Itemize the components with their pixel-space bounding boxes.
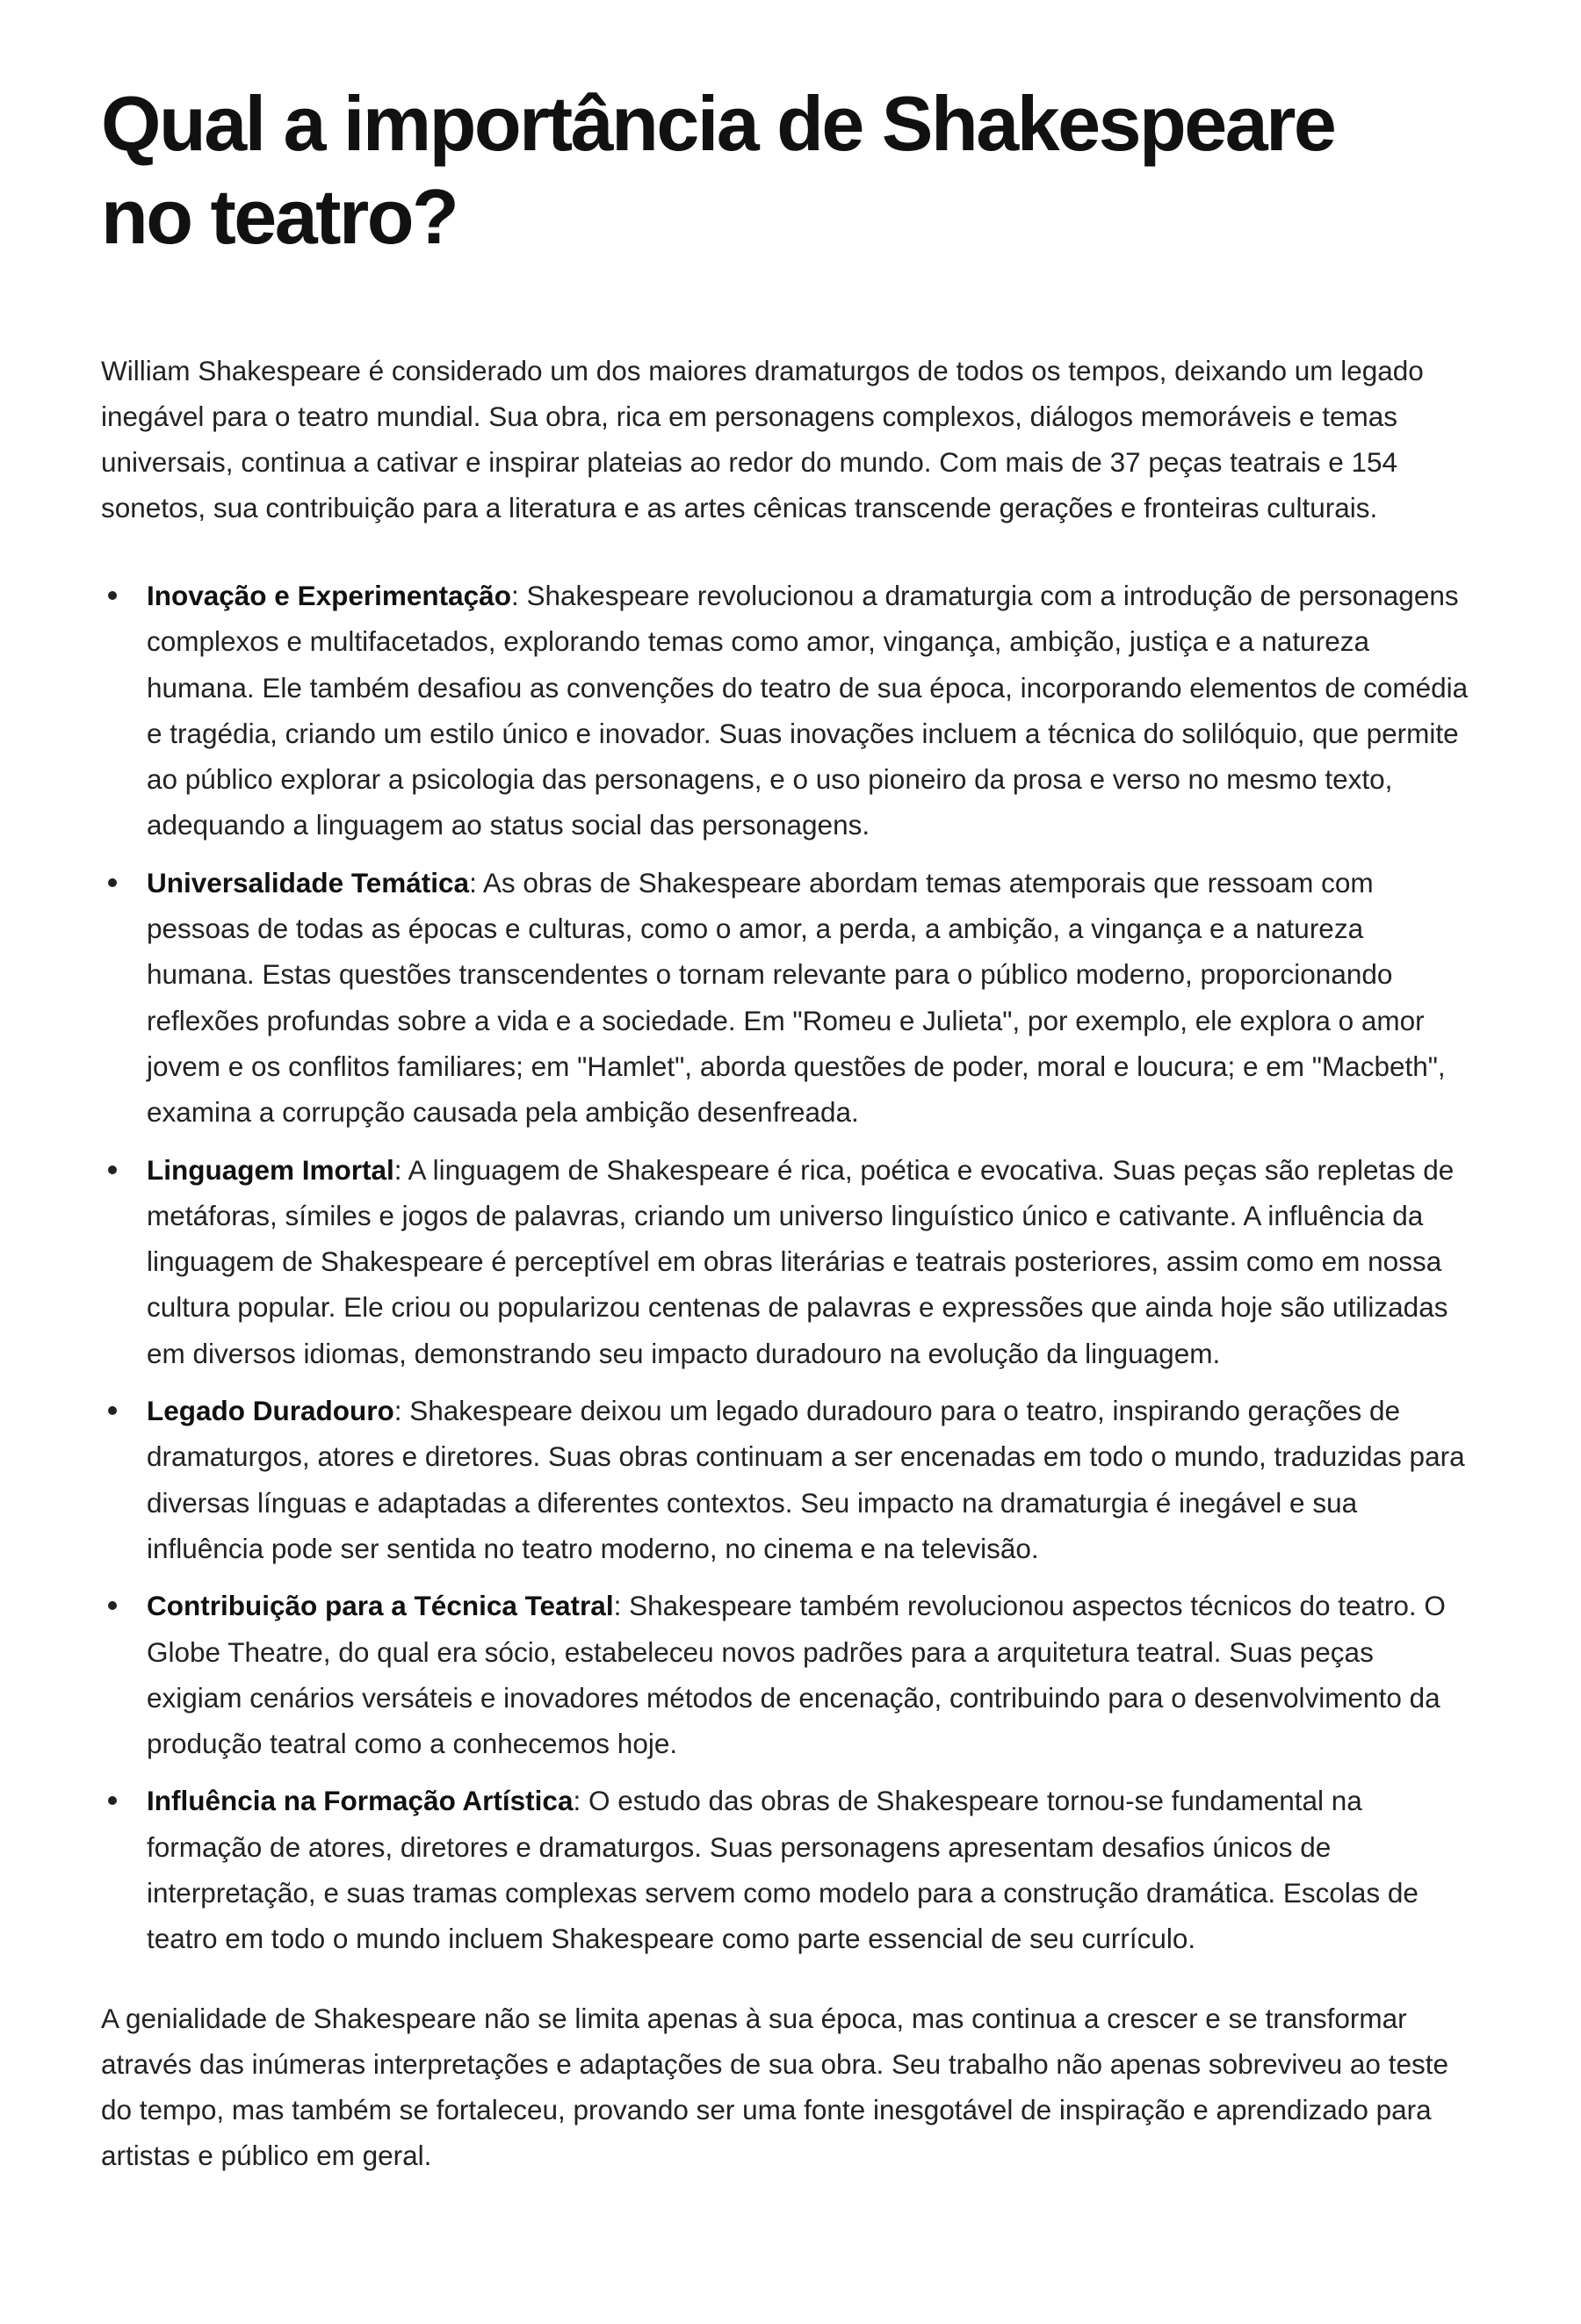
bullet-icon (108, 878, 117, 887)
list-item-text: : Shakespeare também revolucionou aspectos técnicos do teatro. O Globe Theatre, do qual era sócio, estabeleceu novos padrões para a arquitetura teatral. Suas peças exigiam cenários versáteis e inovadores métodos de encenação, contribuindo para o desenvolvimento da produção teatral como a conhecemos hoje. (147, 1590, 1446, 1760)
conclusion-paragraph: A genialidade de Shakespeare não se limita apenas à sua época, mas continua a crescer e se transformar através das inúmeras interpretações e adaptações de sua obra. Seu trabalho não apenas sobreviveu ao teste do tempo, mas também se fortaleceu, provando ser uma fonte inesgotável de inspiração e aprendizado para artistas e público em geral. (101, 2002, 1448, 2171)
list-item-term: Legado Duradouro (147, 1395, 394, 1427)
list-item-text: : As obras de Shakespeare abordam temas atemporais que ressoam com pessoas de todas as épocas e culturas, como o amor, a perda, a ambição, a vingança e a natureza humana. Estas questões transcendentes o tornam relevante para o público moderno, proporcionando reflexões profundas sobre a vida e a sociedade. Em "Romeu e Julieta", por exemplo, ele explora o amor jovem e os conflitos familiares; em "Hamlet", aborda questões de poder, moral e loucura; e em "Macbeth", examina a corrupção causada pela ambição desenfreada. (147, 866, 1446, 1129)
list-item (101, 1388, 1476, 1571)
list-item (101, 860, 1476, 1136)
bullet-list (101, 573, 1476, 1962)
bullet-icon (108, 1406, 117, 1415)
list-item-text: : A linguagem de Shakespeare é rica, poética e evocativa. Suas peças são repletas de metáforas, símiles e jogos de palavras, criando um universo linguístico único e cativante. A influência da linguagem de Shakespeare é perceptível em obras literárias e teatrais posteriores, assim como em nossa cultura popular. Ele criou ou popularizou centenas de palavras e expressões que ainda hoje são utilizadas em diversos idiomas, demonstrando seu impacto duradouro na evolução da linguagem. (147, 1153, 1455, 1369)
intro-paragraph: William Shakespeare é considerado um dos maiores dramaturgos de todos os tempos, deixando um legado inegável para o teatro mundial. Sua obra, rica em personagens complexos, diálogos memoráveis e temas universais, continua a cativar e inspirar plateias ao redor do mundo. Com mais de 37 peças teatrais e 154 sonetos, sua contribuição para a literatura e as artes cênicas transcende gerações e fronteiras culturais. (101, 355, 1424, 523)
page-title: Qual a importância de Shakespeare no teatro? (101, 80, 1335, 260)
list-item-term: Universalidade Temática (147, 866, 470, 899)
list-item-text: : O estudo das obras de Shakespeare tornou-se fundamental na formação de atores, diretores e dramaturgos. Suas personagens apresentam desafios únicos de interpretação, e suas tramas complexas servem como modelo para a construção dramática. Escolas de teatro em todo o mundo incluem Shakespeare como parte essencial de seu currículo. (147, 1785, 1419, 1955)
list-item (101, 573, 1476, 848)
list-item-term: Contribuição para a Técnica Teatral (147, 1590, 614, 1622)
bullet-icon (108, 1601, 117, 1610)
list-item (101, 1778, 1476, 1961)
list-item (101, 1147, 1476, 1376)
bullet-icon (108, 1166, 117, 1174)
list-item-term: Influência na Formação Artística (147, 1785, 574, 1817)
bullet-icon (108, 1796, 117, 1805)
list-item-term: Linguagem Imortal (147, 1153, 394, 1186)
list-item-text: : Shakespeare deixou um legado duradouro para o teatro, inspirando gerações de dramaturgos, atores e diretores. Suas obras continuam a ser encenadas em todo o mundo, traduzidas para diversas línguas e adaptadas a diferentes contextos. Seu impacto na dramaturgia é inegável e sua influência pode ser sentida no teatro moderno, no cinema e na televisão. (147, 1395, 1465, 1564)
list-item (101, 1583, 1476, 1766)
bullet-icon (108, 591, 117, 600)
list-item-term: Inovação e Experimentação (147, 580, 511, 611)
list-item-text: : Shakespeare revolucionou a dramaturgia com a introdução de personagens complexos e multifacetados, explorando temas como amor, vingança, ambição, justiça e a natureza humana. Ele também desafiou as convenções do teatro de sua época, incorporando elementos de comédia e tragédia, criando um estilo único e inovador. Suas inovações incluem a técnica do solilóquio, que permite ao público explorar a psicologia das personagens, e o uso pioneiro da prosa e verso no mesmo texto, adequando a linguagem ao status social das personagens. (147, 580, 1469, 841)
